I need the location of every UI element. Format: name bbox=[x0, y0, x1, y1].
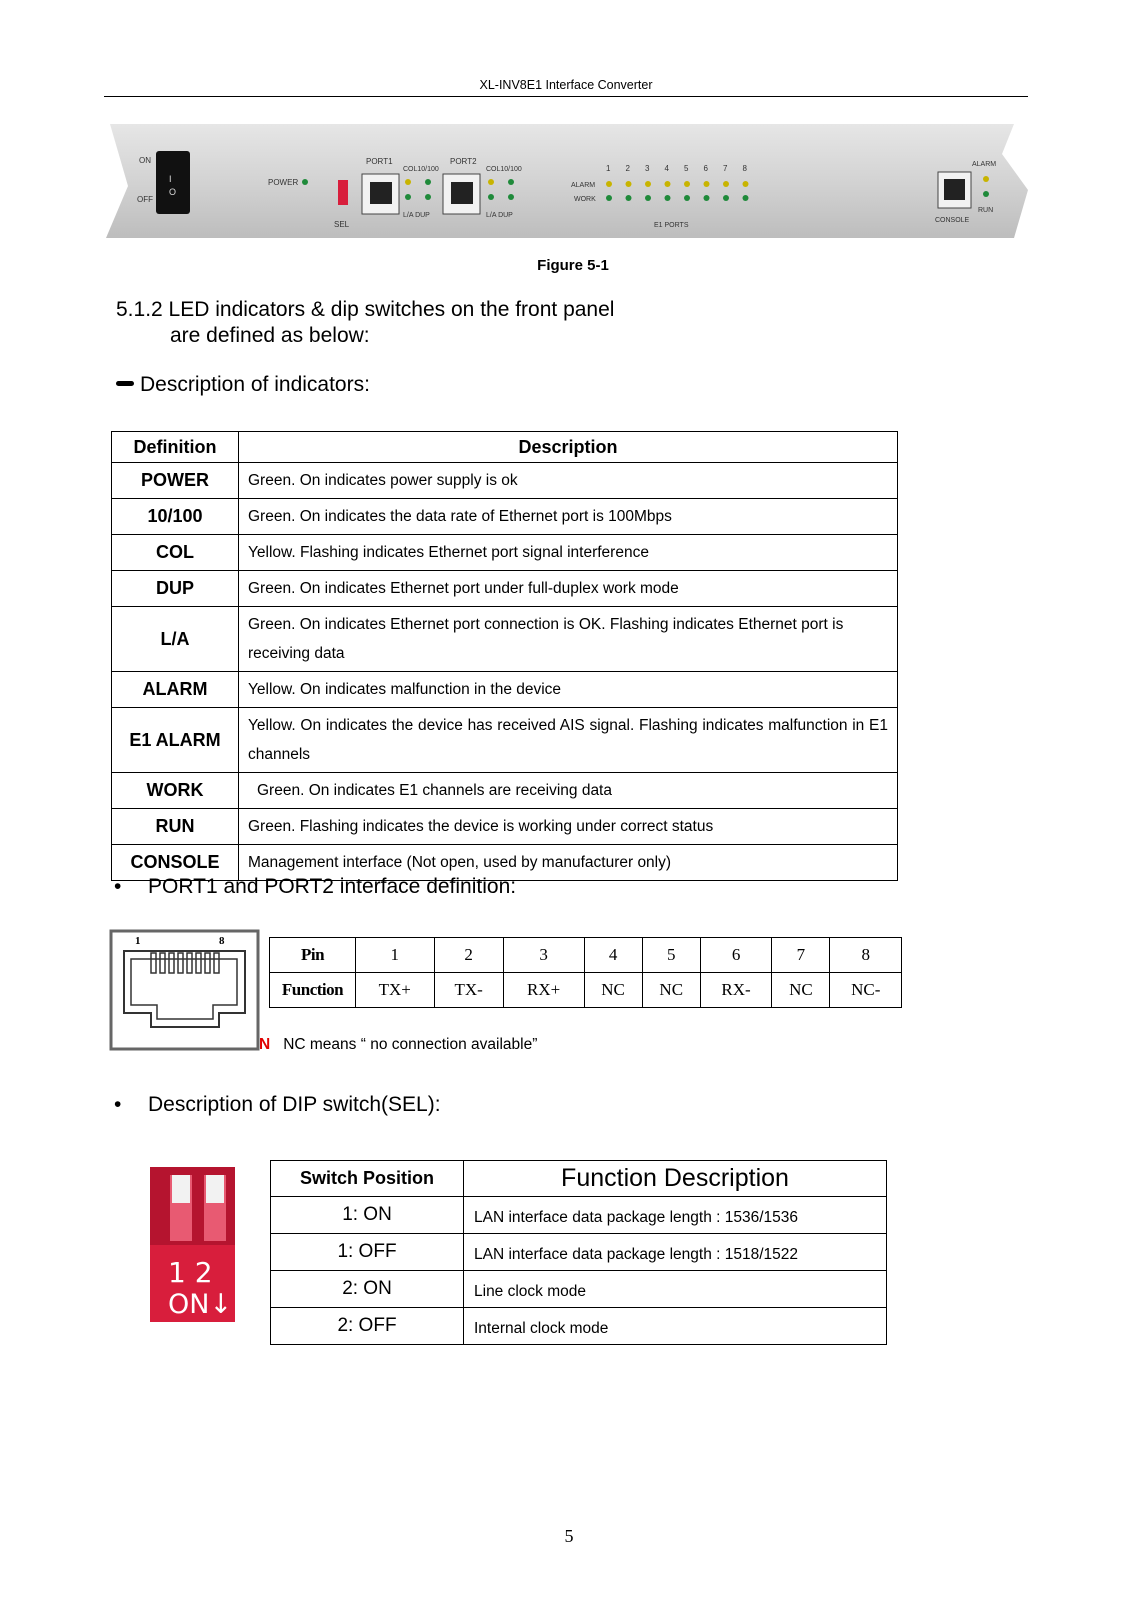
port1-col-led bbox=[405, 179, 411, 185]
table-row bbox=[112, 773, 898, 809]
table-row bbox=[271, 1197, 887, 1234]
definition-cell: L/A bbox=[112, 607, 239, 672]
e1-alarm-led bbox=[606, 181, 612, 187]
panel-e1-ports-label: E1 PORTS bbox=[654, 222, 689, 229]
port-heading bbox=[114, 875, 516, 899]
pin-table bbox=[269, 937, 902, 1008]
port2-socket bbox=[451, 182, 473, 204]
running-header bbox=[104, 80, 1028, 97]
panel-col-label-1: COL10/100 bbox=[403, 166, 439, 173]
indicators-table-header bbox=[112, 432, 898, 463]
switch-position-cell: 2: OFF bbox=[271, 1308, 464, 1345]
switch-table bbox=[270, 1160, 887, 1345]
panel-la-dup-label-1: L/A DUP bbox=[403, 212, 430, 219]
port1-socket bbox=[370, 182, 392, 204]
e1-alarm-led bbox=[626, 181, 632, 187]
bullet-icon: • bbox=[114, 875, 122, 898]
switch-off-mark: O bbox=[169, 187, 177, 197]
function-cell: LAN interface data package length : 1536/1536 bbox=[464, 1197, 887, 1234]
e1-work-led bbox=[723, 195, 729, 201]
rj45-frame bbox=[111, 931, 258, 1049]
rj45-pin8-label: 8 bbox=[219, 935, 225, 947]
indicators-table bbox=[111, 431, 898, 881]
dip-lever-1 bbox=[172, 1175, 190, 1203]
rj45-connector-diagram bbox=[109, 929, 261, 1051]
panel-power-label: POWER bbox=[268, 178, 299, 187]
function-cell: Internal clock mode bbox=[464, 1308, 887, 1345]
rj45-pin1-label: 1 bbox=[135, 935, 141, 947]
e1-port-number: 6 bbox=[703, 164, 708, 173]
panel-alarm-right-label: ALARM bbox=[972, 161, 997, 168]
pin-cell: 6 bbox=[700, 938, 772, 973]
e1-port-number: 1 bbox=[606, 164, 611, 173]
port2-100-led bbox=[508, 179, 514, 185]
definition-cell: ALARM bbox=[112, 672, 239, 708]
definition-cell: DUP bbox=[112, 571, 239, 607]
description-cell: Green. Flashing indicates the device is working under correct status bbox=[239, 809, 898, 845]
function-label: Function bbox=[270, 973, 356, 1008]
panel-work-label: WORK bbox=[574, 196, 596, 203]
table-row bbox=[112, 708, 898, 773]
description-cell: Yellow. Flashing indicates Ethernet port signal interference bbox=[239, 535, 898, 571]
pin-cell: 8 bbox=[830, 938, 902, 973]
arrow-bullet-icon bbox=[116, 381, 134, 386]
console-socket bbox=[944, 179, 965, 200]
description-cell: Green. On indicates power supply is ok bbox=[239, 463, 898, 499]
panel-body bbox=[106, 124, 1028, 238]
pin-cell: 4 bbox=[584, 938, 642, 973]
dip-on-label: ON↓ bbox=[168, 1289, 233, 1320]
header-function-description: Function Description bbox=[464, 1161, 887, 1197]
description-cell: Green. On indicates Ethernet port connection is OK. Flashing indicates Ethernet port is receiving data bbox=[239, 607, 898, 672]
panel-off-label: OFF bbox=[137, 195, 153, 204]
section-heading-line1: 5.1.2 LED indicators & dip switches on the front panel bbox=[116, 298, 615, 321]
table-row bbox=[112, 607, 898, 672]
table-row bbox=[112, 463, 898, 499]
e1-work-led bbox=[645, 195, 651, 201]
panel-dip-switch bbox=[338, 180, 348, 205]
e1-work-led bbox=[743, 195, 749, 201]
port2-dup-led bbox=[508, 194, 514, 200]
definition-cell: CONSOLE bbox=[112, 845, 239, 881]
e1-port-number: 5 bbox=[684, 164, 689, 173]
panel-console-label: CONSOLE bbox=[935, 217, 970, 224]
panel-port2-label: PORT2 bbox=[450, 157, 477, 166]
port2-col-led bbox=[488, 179, 494, 185]
dip-numbers: 1 2 bbox=[168, 1256, 213, 1289]
definition-cell: COL bbox=[112, 535, 239, 571]
e1-alarm-led bbox=[684, 181, 690, 187]
port2-la-led bbox=[488, 194, 494, 200]
e1-port-number: 4 bbox=[664, 164, 669, 173]
port1-la-led bbox=[405, 194, 411, 200]
function-row bbox=[270, 973, 902, 1008]
function-cell: Line clock mode bbox=[464, 1271, 887, 1308]
e1-port-number: 7 bbox=[723, 164, 728, 173]
front-panel-image bbox=[106, 124, 1028, 238]
bullet-icon: • bbox=[114, 1093, 122, 1116]
function-cell: NC bbox=[642, 973, 700, 1008]
dip-heading-text: Description of DIP switch(SEL): bbox=[148, 1093, 441, 1116]
table-row bbox=[112, 535, 898, 571]
switch-on-mark: I bbox=[169, 174, 172, 184]
pin-cell: 2 bbox=[434, 938, 503, 973]
function-cell: TX+ bbox=[356, 973, 435, 1008]
dip-switch-photo bbox=[150, 1167, 235, 1322]
panel-run-label: RUN bbox=[978, 207, 994, 214]
section-heading-line2: are defined as below: bbox=[170, 324, 370, 347]
definition-cell: WORK bbox=[112, 773, 239, 809]
header-description: Description bbox=[239, 432, 898, 463]
pin-cell: 5 bbox=[642, 938, 700, 973]
dip-lever-2 bbox=[206, 1175, 224, 1203]
e1-work-led bbox=[626, 195, 632, 201]
pin-row bbox=[270, 938, 902, 973]
run-led bbox=[983, 191, 989, 197]
header-definition: Definition bbox=[112, 432, 239, 463]
description-cell: Green. On indicates Ethernet port under full-duplex work mode bbox=[239, 571, 898, 607]
header-switch-position: Switch Position bbox=[271, 1161, 464, 1197]
description-cell: Green. On indicates the data rate of Ethernet port is 100Mbps bbox=[239, 499, 898, 535]
definition-cell: POWER bbox=[112, 463, 239, 499]
pin-cell: 3 bbox=[503, 938, 584, 973]
e1-port-number: 3 bbox=[645, 164, 650, 173]
e1-alarm-led bbox=[704, 181, 710, 187]
table-row bbox=[271, 1308, 887, 1345]
header-title: XL-INV8E1 Interface Converter bbox=[479, 78, 653, 92]
figure-caption: Figure 5-1 bbox=[537, 257, 609, 274]
pin-label: Pin bbox=[270, 938, 356, 973]
definition-cell: RUN bbox=[112, 809, 239, 845]
panel-la-dup-label-2: L/A DUP bbox=[486, 212, 513, 219]
table-row bbox=[112, 571, 898, 607]
e1-alarm-led bbox=[723, 181, 729, 187]
table-row bbox=[112, 672, 898, 708]
panel-on-label: ON bbox=[139, 156, 151, 165]
table-row bbox=[112, 809, 898, 845]
function-cell: NC bbox=[772, 973, 830, 1008]
nc-note bbox=[259, 1036, 537, 1054]
function-cell: TX- bbox=[434, 973, 503, 1008]
panel-sel-label: SEL bbox=[334, 220, 350, 229]
function-cell: RX- bbox=[700, 973, 772, 1008]
e1-alarm-led bbox=[743, 181, 749, 187]
description-cell: Management interface (Not open, used by manufacturer only) bbox=[239, 845, 898, 881]
e1-work-led bbox=[606, 195, 612, 201]
note-marker: N bbox=[259, 1036, 271, 1053]
description-cell: Yellow. On indicates the device has received AIS signal. Flashing indicates malfunction in E1 channels bbox=[239, 708, 898, 773]
e1-port-number: 2 bbox=[625, 164, 630, 173]
function-cell: RX+ bbox=[503, 973, 584, 1008]
switch-position-cell: 2: ON bbox=[271, 1271, 464, 1308]
e1-work-led bbox=[665, 195, 671, 201]
switch-position-cell: 1: ON bbox=[271, 1197, 464, 1234]
definition-cell: E1 ALARM bbox=[112, 708, 239, 773]
pin-cell: 7 bbox=[772, 938, 830, 973]
e1-alarm-led bbox=[645, 181, 651, 187]
description-cell: Green. On indicates E1 channels are receiving data bbox=[239, 773, 898, 809]
port1-dup-led bbox=[425, 194, 431, 200]
port1-100-led bbox=[425, 179, 431, 185]
table-row bbox=[271, 1234, 887, 1271]
definition-cell: 10/100 bbox=[112, 499, 239, 535]
port-heading-text: PORT1 and PORT2 interface definition: bbox=[148, 875, 517, 898]
nc-note-text: NC means “ no connection available” bbox=[283, 1036, 538, 1053]
function-cell: NC- bbox=[830, 973, 902, 1008]
table-row bbox=[271, 1271, 887, 1308]
power-led bbox=[302, 179, 308, 185]
function-cell: LAN interface data package length : 1518/1522 bbox=[464, 1234, 887, 1271]
pin-cell: 1 bbox=[356, 938, 435, 973]
e1-port-number: 8 bbox=[742, 164, 747, 173]
panel-alarm-label: ALARM bbox=[571, 182, 596, 189]
table-row bbox=[112, 499, 898, 535]
switch-table-header bbox=[271, 1161, 887, 1197]
section-heading bbox=[116, 297, 614, 349]
switch-position-cell: 1: OFF bbox=[271, 1234, 464, 1271]
power-switch bbox=[156, 151, 190, 214]
indicators-heading bbox=[116, 373, 370, 397]
indicators-heading-text: Description of indicators: bbox=[140, 373, 370, 396]
function-cell: NC bbox=[584, 973, 642, 1008]
page-number: 5 bbox=[564, 1526, 574, 1546]
panel-col-label-2: COL10/100 bbox=[486, 166, 522, 173]
dip-heading bbox=[114, 1093, 441, 1117]
e1-alarm-led bbox=[665, 181, 671, 187]
panel-port1-label: PORT1 bbox=[366, 157, 393, 166]
e1-work-led bbox=[704, 195, 710, 201]
description-cell: Yellow. On indicates malfunction in the device bbox=[239, 672, 898, 708]
alarm-led bbox=[983, 176, 989, 182]
e1-work-led bbox=[684, 195, 690, 201]
